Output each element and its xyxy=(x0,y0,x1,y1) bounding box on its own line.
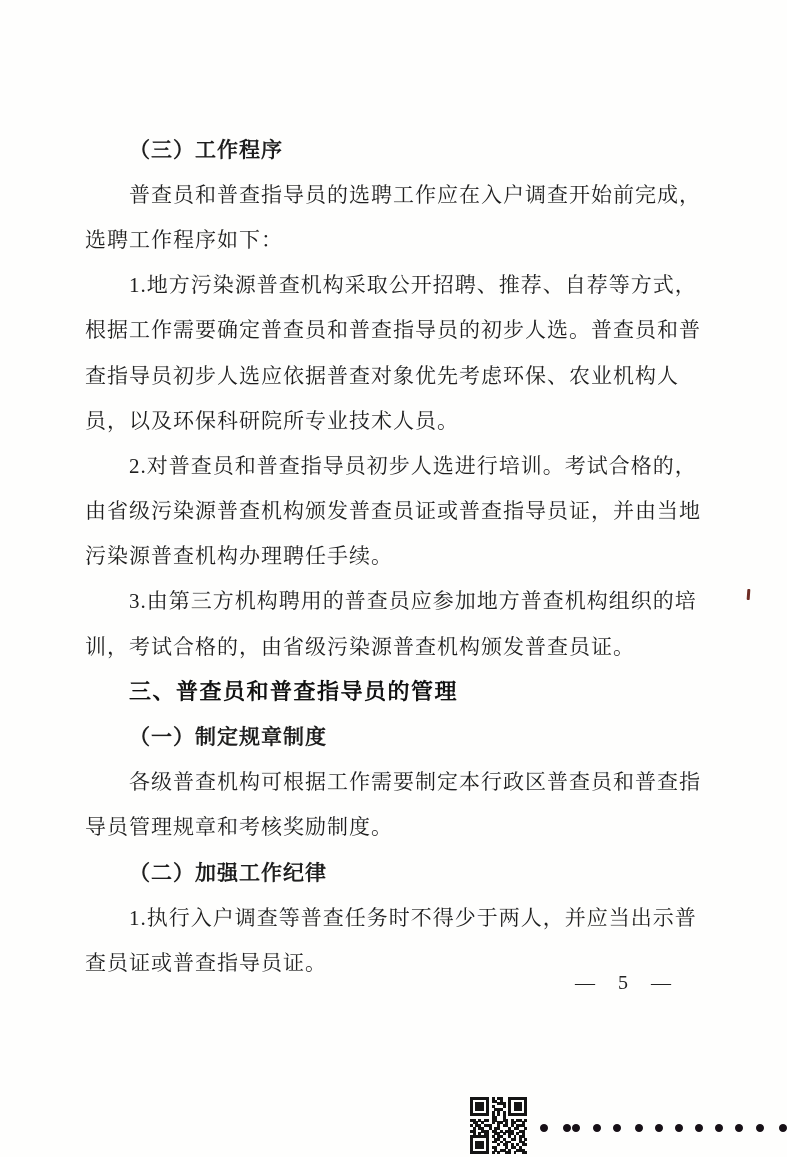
section-subheading: （二）加强工作纪律 xyxy=(129,860,327,885)
dot xyxy=(695,1124,703,1132)
text-line: 选聘工作程序如下： xyxy=(85,227,283,252)
text-line: 由省级污染源普查机构颁发普查员证或普查指导员证，并由当地 xyxy=(85,499,701,524)
dot xyxy=(540,1124,548,1132)
dot-row xyxy=(540,1124,787,1134)
text-line: 查指导员初步人选应依据普查对象优先考虑环保、农业机构人 xyxy=(85,363,679,388)
ink-speck xyxy=(747,589,751,600)
text-line: 训，考试合格的，由省级污染源普查机构颁发普查员证。 xyxy=(85,634,635,659)
dot xyxy=(779,1124,787,1132)
text-line: 导员管理规章和考核奖励制度。 xyxy=(85,815,393,840)
text-line: 普查员和普查指导员的选聘工作应在入户调查开始前完成， xyxy=(129,182,701,207)
dot xyxy=(715,1124,723,1132)
section-subheading: （一）制定规章制度 xyxy=(129,725,327,750)
text-line: 1.执行入户调查等普查任务时不得少于两人，并应当出示普 xyxy=(129,905,697,930)
dot xyxy=(572,1124,580,1132)
dot xyxy=(613,1124,621,1132)
document-body xyxy=(85,126,715,985)
text-line: 2.对普查员和普查指导员初步人选进行培训。考试合格的， xyxy=(129,453,697,478)
dot xyxy=(655,1124,663,1132)
section-heading: 三、普查员和普查指导员的管理 xyxy=(129,680,459,706)
text-line: 根据工作需要确定普查员和普查指导员的初步人选。普查员和普 xyxy=(85,318,701,343)
dot xyxy=(563,1124,571,1132)
dot xyxy=(675,1124,683,1132)
text-line: 3.由第三方机构聘用的普查员应参加地方普查机构组织的培 xyxy=(129,589,697,614)
text-line: 查员证或普查指导员证。 xyxy=(85,950,327,975)
section-subheading: （三）工作程序 xyxy=(129,137,283,162)
dot xyxy=(756,1124,764,1132)
text-line: 1.地方污染源普查机构采取公开招聘、推荐、自荐等方式， xyxy=(129,273,697,298)
text-line: 污染源普查机构办理聘任手续。 xyxy=(85,544,393,569)
qr-code-icon xyxy=(470,1097,527,1154)
page-number: — 5 — xyxy=(575,972,680,994)
text-line: 员，以及环保科研院所专业技术人员。 xyxy=(85,408,459,433)
dot xyxy=(593,1124,601,1132)
dot xyxy=(735,1124,743,1132)
text-line: 各级普查机构可根据工作需要制定本行政区普查员和普查指 xyxy=(129,770,701,795)
dot xyxy=(635,1124,643,1132)
